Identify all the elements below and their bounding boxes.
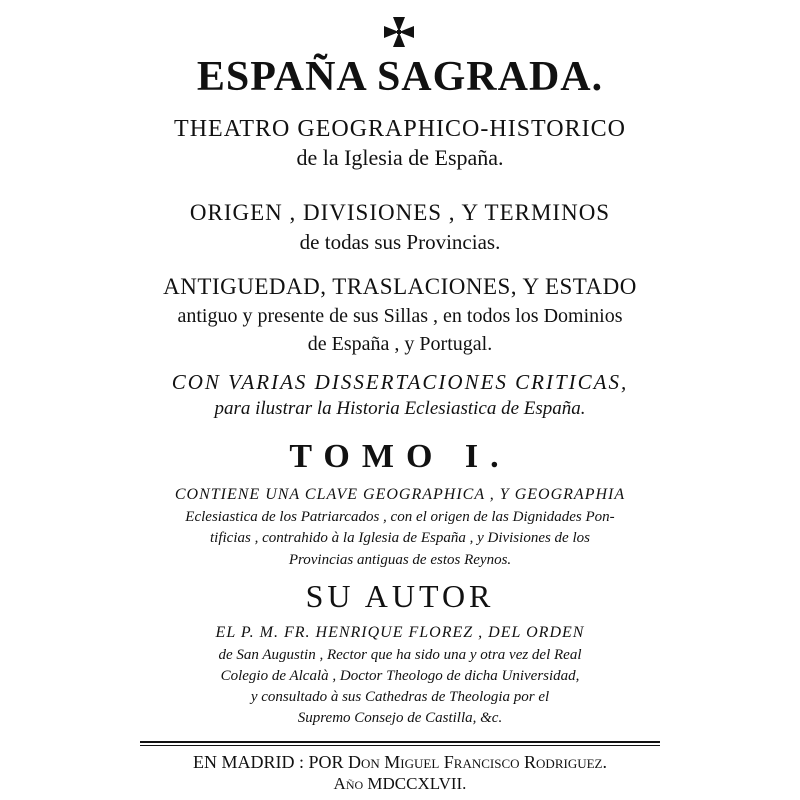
section-1-line-1: ORIGEN , DIVISIONES , Y TERMINOS bbox=[189, 200, 611, 225]
subtitle-line-1: THEATRO GEOGRAPHICO-HISTORICO bbox=[174, 116, 626, 142]
imprint-rule-inner bbox=[140, 745, 660, 746]
section-2-line-3: de España , y Portugal. bbox=[307, 333, 493, 355]
volume-number: TOMO I. bbox=[289, 438, 511, 475]
section-2-line-2: antiguo y presente de sus Sillas , en todos los Dominios bbox=[177, 305, 623, 327]
section-1-line-2: de todas sus Provincias. bbox=[299, 230, 501, 254]
contents-line-2: Eclesiastica de los Patriarcados , con el origen de las Dignidades Pon- bbox=[185, 509, 615, 525]
author-heading: SU AUTOR bbox=[305, 578, 495, 614]
section-3-line-1: CON VARIAS DISSERTACIONES CRITICAS, bbox=[171, 370, 629, 394]
author-line-1: EL P. M. FR. HENRIQUE FLOREZ , DEL ORDEN bbox=[215, 624, 585, 641]
author-line-5: Supremo Consejo de Castilla, &c. bbox=[297, 710, 503, 726]
author-line-4: y consultado à sus Cathedras de Theologia por el bbox=[250, 689, 550, 705]
imprint-rule-top bbox=[140, 741, 660, 743]
author-line-2: de San Augustin , Rector que ha sido una y otra vez del Real bbox=[218, 647, 582, 663]
author-line-3: Colegio de Alcalà , Doctor Theologo de dicha Universidad, bbox=[220, 668, 580, 684]
section-3-line-2: para ilustrar la Historia Eclesiastica de España. bbox=[214, 398, 586, 419]
section-2-line-1: ANTIGUEDAD, TRASLACIONES, Y ESTADO bbox=[163, 274, 637, 299]
contents-line-1: CONTIENE UNA CLAVE GEOGRAPHICA , Y GEOGRAPHIA bbox=[174, 486, 626, 503]
main-title: ESPAÑA SAGRADA. bbox=[196, 54, 604, 100]
contents-line-3: tificias , contrahido à la Iglesia de España , y Divisiones de los bbox=[210, 530, 590, 546]
subtitle-line-2: de la Iglesia de España. bbox=[296, 145, 504, 170]
cross-pattee-icon bbox=[383, 16, 415, 48]
contents-line-4: Provincias antiguas de estos Reynos. bbox=[288, 552, 512, 568]
imprint-line-1: EN MADRID : POR Don Miguel Francisco Rodriguez. bbox=[193, 752, 607, 772]
imprint-line-2: Año MDCCXLVII. bbox=[333, 774, 467, 793]
